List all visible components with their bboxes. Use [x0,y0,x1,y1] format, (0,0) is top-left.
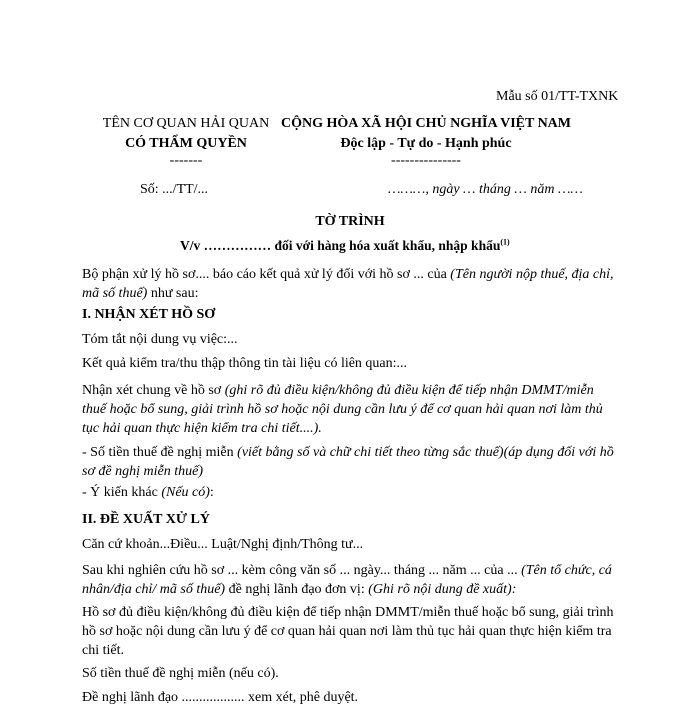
document-title: TỜ TRÌNH [315,214,385,229]
approval-request: Đề nghị lãnh đạo .................. xem xét, phê duyệt. [82,690,359,705]
agency-name-line2: CÓ THẨM QUYỀN [125,136,247,151]
review-paragraph [82,561,620,599]
agency-header [96,114,276,171]
legal-basis: Căn cứ khoản...Điều... Luật/Nghị định/Thông tư... [82,537,364,552]
tax-exemption-amount [82,443,620,481]
subtitle-text: V/v …………… đối với hàng hóa xuất khẩu, nhập khẩu [180,238,501,253]
tax-amount-text: - Số tiền thuế đề nghị miễn [82,445,238,460]
agency-name-line1: TÊN CƠ QUAN HẢI QUAN [102,116,270,131]
review-italic: (Tên tổ chức, cá nhân/địa chỉ/ mã số thuế) [82,563,612,597]
exemption-amount-line: Số tiền thuế đề nghị miễn (nếu có). [82,666,279,681]
document-number: Số: .../TT/... [140,182,209,197]
intro-paragraph [82,265,620,303]
agency-divider: ------- [169,153,203,168]
subtitle-footnote-mark: (1) [500,237,510,247]
other-opinion-tail: : [209,485,214,500]
intro-tail: như sau: [147,286,199,301]
country-name: CỘNG HÒA XÃ HỘI CHỦ NGHĨA VIỆT NAM [280,116,571,131]
place-date: ………, ngày … tháng … năm …… [388,182,583,197]
other-opinion-text: - Ý kiến khác [82,485,162,500]
national-header [270,114,582,171]
document-subtitle [180,238,510,254]
general-comment [82,381,620,438]
inspection-results: Kết quả kiểm tra/thu thập thông tin tài liệu có liên quan:... [82,356,408,371]
case-summary: Tóm tắt nội dung vụ việc:... [82,332,238,347]
other-opinion-italic: (Nếu có) [161,485,210,500]
general-comment-text: Nhận xét chung về hồ sơ [82,383,225,398]
tax-amount-italic: (viết bằng số và chữ chi tiết theo từng sắc thuế)(áp dụng đối với hồ sơ đề nghị miễn thuế) [82,445,614,479]
section1-heading: I. NHẬN XÉT HỒ SƠ [82,307,216,322]
section2-heading: II. ĐỀ XUẤT XỬ LÝ [82,512,210,527]
review-text: Sau khi nghiên cứu hồ sơ ... kèm công văn số ... ngày... tháng ... năm ... của ... [82,563,522,578]
eligibility-paragraph [82,603,620,660]
form-code: Mẫu số 01/TT-TXNK [496,89,619,104]
motto: Độc lập - Tự do - Hạnh phúc [340,136,512,151]
eligibility-text: Hồ sơ đủ điều kiện/không đủ điều kiện để tiếp nhận DMMT/miễn thuế hoặc bổ sung, giải trình hồ sơ hoặc nội dung cần lưu ý để cơ quan hải quan nơi làm thủ tục hải quan thực hiện kiểm tra chi tiết. [82,605,614,658]
intro-italic: (Tên người nộp thuế, địa chỉ, mã số thuế) [82,267,614,301]
intro-text: Bộ phận xử lý hồ sơ.... báo cáo kết quả xử lý đối với hồ sơ ... của [82,267,451,282]
review-mid: đề nghị lãnh đạo đơn vị: [225,582,369,597]
other-opinion [82,485,214,501]
motto-divider: --------------- [391,153,461,168]
general-comment-italic: (ghi rõ đủ điều kiện/không đủ điều kiện để tiếp nhận DMMT/miễn thuế hoặc bổ sung, giải trình hồ sơ hoặc nội dung cần lưu ý để cơ quan hải quan nơi làm thủ tục hải quan thực hiện kiểm tra chi tiết....). [82,383,603,436]
review-italic-2: (Ghi rõ nội dung đề xuất): [368,582,517,597]
